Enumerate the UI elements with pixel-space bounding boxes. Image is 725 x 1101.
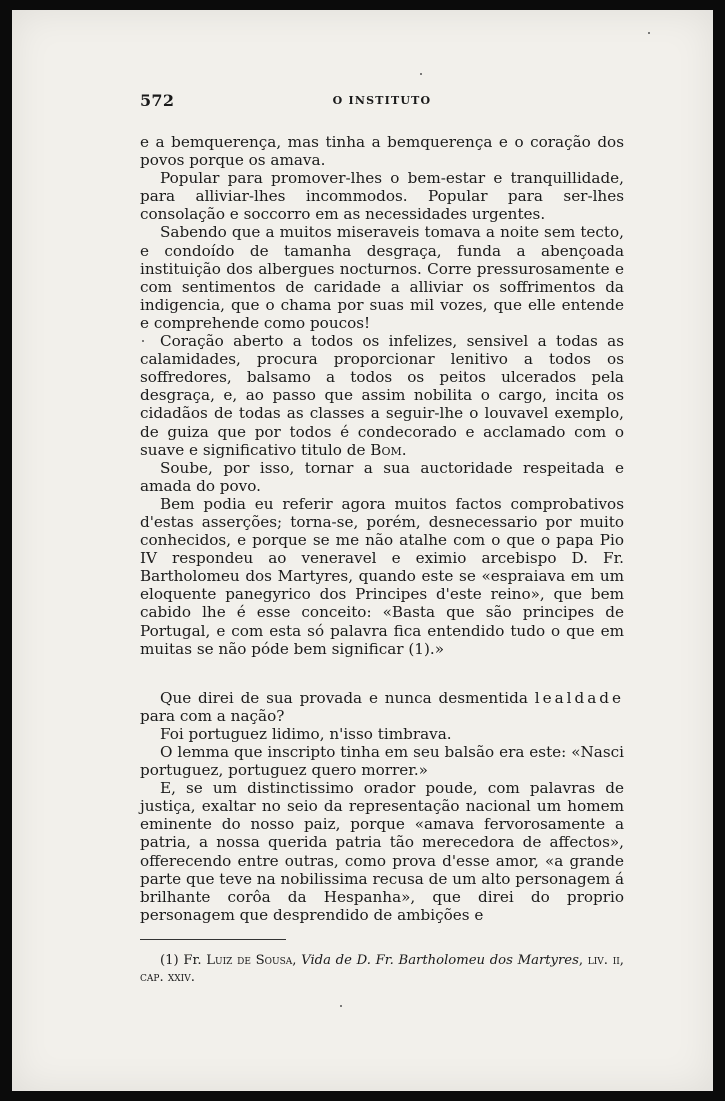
paragraph-6: Bem podia eu referir agora muitos factos comprobativos d'estas asserções; torna-se, porém, desnecessario por muito conhecidos, e porque se me não atalhe com o que o papa Pio IV respondeu ao veneravel e eximio arcebispo D. Fr. Bartholomeu dos Martyres, quando este se «espraiava em um eloquente panegyrico dos Principes d'este reino», que bem cabido lhe é esse conceito: «Basta que são principes de Portugal, e com esta só palavra fica entendido tudo o que em muitas se não póde bem significar (1).» — [140, 494, 624, 658]
footnote-rule — [140, 939, 286, 940]
paragraph-5: Soube, por isso, tornar a sua auctoridade respeitada e amada do povo. — [140, 458, 624, 495]
paragraph-9: O lemma que inscripto tinha em seu balsão era este: «Nasci portuguez, portuguez quero morrer.» — [140, 743, 624, 780]
paragraph-7-start: Que direi de sua provada e nunca desmentida — [160, 688, 535, 707]
paragraph-8: Foi portuguez lidimo, n'isso timbrava. — [160, 724, 452, 743]
footnote-reference: , liv. ii, cap. xxiv. — [140, 952, 624, 985]
paragraph-4-end: . — [401, 440, 407, 459]
section-break — [140, 658, 624, 689]
footnote-work-title: Vida de D. Fr. Bartholomeu dos Martyres — [301, 952, 579, 968]
paper-speck — [420, 73, 422, 75]
paragraph-4 — [140, 332, 624, 459]
paragraph-3: Sabendo que a muitos miseraveis tomava a noite sem tecto, e condoído de tamanha desgraça, funda a abençoada instituição dos albergues nocturnos. Corre pressurosamente e com sentimentos de caridade a alliviar os soffrimentos da indigencia, que o chama por suas mil vozes, que elle entende e comprehende como poucos! — [140, 223, 624, 332]
honorific-title: Bom — [370, 440, 402, 459]
running-header — [140, 92, 624, 112]
footnote-author: Luiz de Sousa — [206, 952, 293, 968]
paragraph-7-end: para com a nação? — [140, 706, 285, 725]
paragraph-4-text: Coração aberto a todos os infelizes, sensivel a todas as calamidades, procura proporcionar lenitivo a todos os soffredores, balsamo a todos os peitos ulcerados pela desgraça, e, ao passo que assim nobilita o cargo, incita os cidadãos de todas as classes a seguir-lhe o louvavel exemplo, de guiza que por todos é condecorado e acclamado com o suave e significativo titulo de — [140, 332, 624, 459]
paragraph-10: E, se um distinctissimo orador poude, com palavras de justiça, exaltar no seio da representação nacional um homem eminente do nosso paiz, porque «amava fervorosamente a patria, a nossa querida patria tão merecedora de affectos», offerecendo entre outras, como prova d'esse amor, «a grande parte que teve na nobilissima recusa de um alto personagem á brilhante corôa da Hespanha», que direi do proprio personagem que desprendido de ambições e — [140, 779, 624, 924]
paper-speck — [648, 32, 650, 34]
footnote-marker: (1) Fr. — [160, 952, 202, 968]
paragraph-1: e a bemquerença, mas tinha a bemquerença e o coração dos povos porque os amava. — [140, 133, 624, 170]
footnote — [140, 952, 624, 986]
emphasis-lealdade: lealdade — [534, 688, 624, 707]
running-title: O INSTITUTO — [332, 94, 432, 107]
footnote-separator: , — [292, 952, 302, 968]
paragraph-7 — [140, 689, 624, 725]
page-number: 572 — [140, 91, 175, 110]
page-content — [140, 92, 624, 986]
paper-speck — [340, 1005, 342, 1007]
paragraph-2: Popular para promover-lhes o bem-estar e tranquillidade, para alliviar-lhes incommodos. Popular para ser-lhes consolação e soccorro em as necessidades urgentes. — [140, 169, 624, 224]
